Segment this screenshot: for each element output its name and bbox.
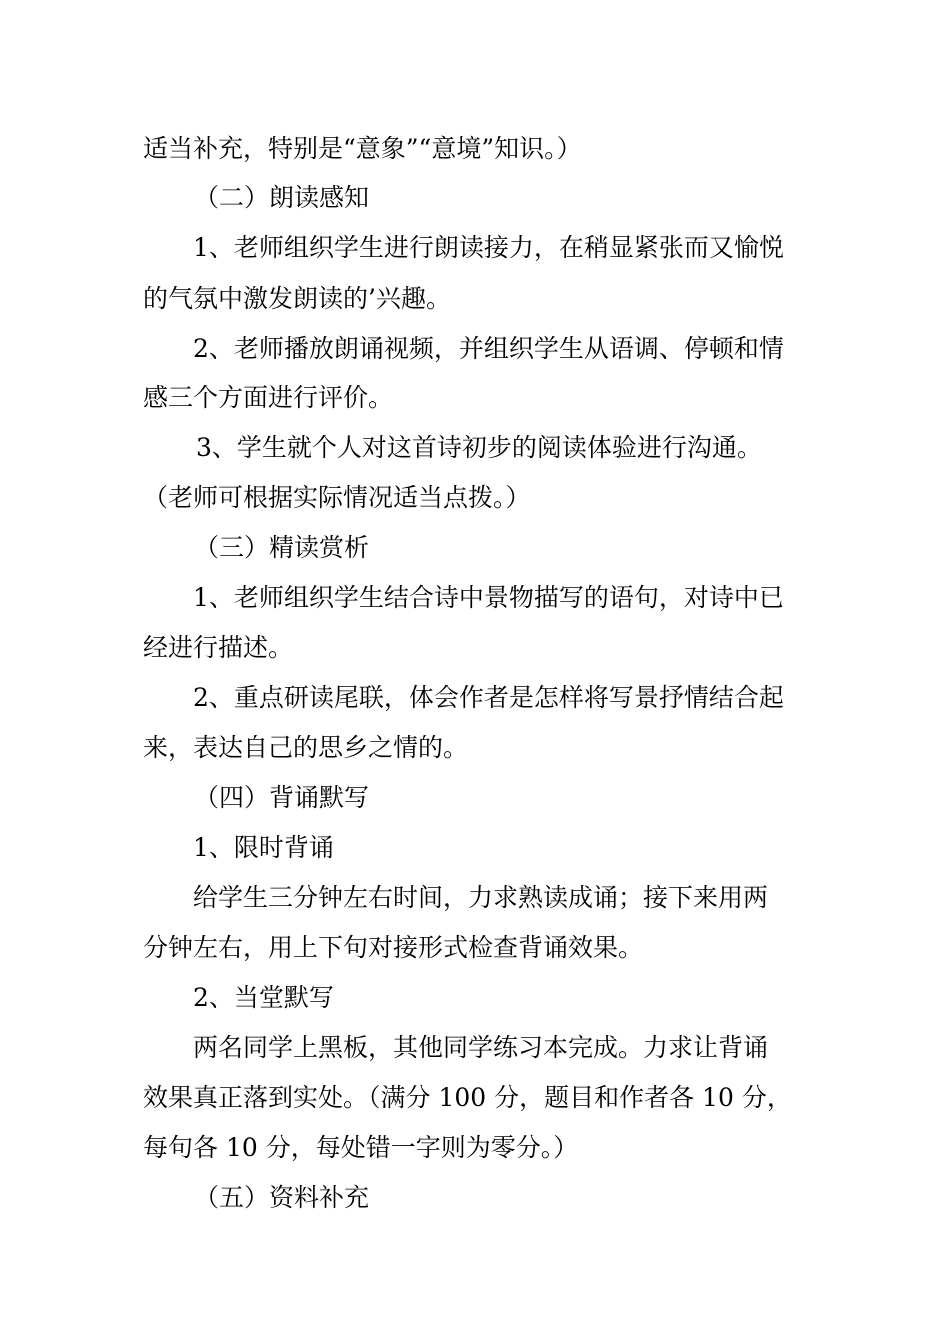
text-line: 效果真正落到实处。（满分 100 分，题目和作者各 10 分，	[143, 1083, 792, 1112]
text-line: 2、老师播放朗诵视频，并组织学生从语调、停顿和情	[193, 334, 784, 363]
text-line: 感三个方面进行评价。	[143, 383, 394, 412]
text-line: 2、重点研读尾联，体会作者是怎样将写景抒情结合起	[193, 683, 784, 712]
text-line: 经进行描述。	[143, 633, 294, 662]
section-heading: （五）资料补充	[194, 1183, 370, 1212]
text-line: 分钟左右，用上下句对接形式检查背诵效果。	[143, 933, 644, 962]
section-heading: （三）精读赏析	[194, 533, 370, 562]
text-line: 1、老师组织学生结合诗中景物描写的语句，对诗中已	[193, 583, 784, 612]
subsection-heading: 1、限时背诵	[193, 833, 334, 862]
text-line: （老师可根据实际情况适当点拨。）	[143, 483, 531, 512]
text-line: 给学生三分钟左右时间，力求熟读成诵；接下来用两	[193, 883, 769, 912]
text-line: 每句各 10 分，每处错一字则为零分。）	[143, 1133, 579, 1162]
section-heading: （四）背诵默写	[194, 783, 370, 812]
text-line: 来，表达自己的思乡之情的。	[143, 733, 469, 762]
text-line: 两名同学上黑板，其他同学练习本完成。力求让背诵	[193, 1033, 769, 1062]
subsection-heading: 2、当堂默写	[193, 983, 334, 1012]
section-heading: （二）朗读感知	[194, 183, 370, 212]
text-line: 的气氛中激发朗读的’兴趣。	[143, 284, 451, 313]
text-line: 3、学生就个人对这首诗初步的阅读体验进行沟通。	[196, 433, 762, 462]
text-line: 适当补充，特别是“意象”“意境”知识。）	[143, 134, 582, 163]
text-line: 1、老师组织学生进行朗读接力，在稍显紧张而又愉悦	[193, 233, 784, 262]
